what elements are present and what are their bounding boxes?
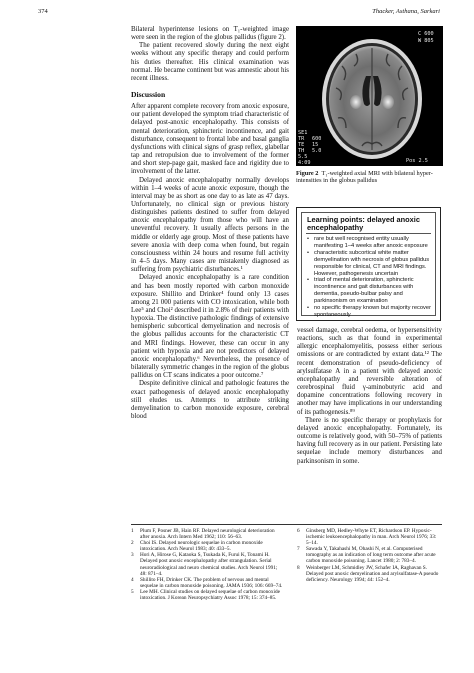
reference-item: 6 Ginsberg MD, Hedley-Whyte ET, Richardson EP. Hypoxic-ischemic leukoencephalopathy in man. Arch Neurol 1976; 33: 5–14. bbox=[297, 528, 437, 547]
learning-point-item: • characteristic subcortical white matter demyelination with necrosis of globus pallidus responsible for clinical, CT and MRI findings. However, pathogenesis uncertain bbox=[307, 249, 430, 277]
figure-caption bbox=[296, 170, 443, 185]
discussion-paragraph-3: Delayed anoxic encephalopathy is a rare condition and has been mostly reported with carbon monoxide exposure. Shillito and Drinker⁴ found only 13 cases among 21 000 patients with CO intoxication, while both Lee⁵ and Choi² described it in 2.8% of their patients with hypoxia. The distinctive pathologic findings of extensive hemispheric subcortical demyelination and necrosis of the globus pallidus accounts for the characteristic CT and MRI findings. However, these can occur in any patient with hypoxia and are not predictors of delayed anoxic encephalopathy.⁶ Nevertheless, the presence of bilaterally symmetric changes in the region of the globus pallidus on CT scans indicates a poor outcome.⁷ bbox=[131, 274, 289, 380]
mri-overlay-th: TH bbox=[298, 148, 305, 154]
mri-overlay-te: TE bbox=[298, 142, 305, 148]
mri-overlay-th-value: 5.0 bbox=[312, 148, 322, 154]
reference-item: 8 Weinberger LM, Schmidley JW, Schafer IA, Raghavan S. Delayed post anoxic demyelination and arylsulfatase-A pseudo deficiency. Neurology 1994; 44: 152–4. bbox=[297, 564, 439, 583]
mri-overlay-w: W 805 bbox=[418, 38, 434, 44]
reference-item: 1 Plum F, Posner JB, Hain RF. Delayed neurological deterioration after anoxia. Arch Intern Med 1962; 110: 56–63. bbox=[131, 528, 275, 541]
learning-points-divider bbox=[306, 233, 431, 234]
discussion-paragraph-1: After apparent complete recovery from anoxic exposure, our patient developed the symptom triad characteristic of delayed post-anoxic encephalopathy. This consists of mental deterioration, sphincteric incontinence, and gait disturbance, consequent to frontal lobe and basal ganglia dysfunctions with clinical signs of grasp reflex, glabellar tap and retropulsion due to involvement of the former and short step-page gait, masked face and rigidity due to involvement of the latter. bbox=[131, 103, 289, 176]
mri-figure bbox=[296, 26, 443, 166]
right-globus-pallidus-lesion bbox=[382, 95, 394, 109]
mri-overlay-tr: TR bbox=[298, 136, 305, 142]
mri-overlay-se: SE1 bbox=[298, 130, 308, 136]
references-left bbox=[131, 528, 284, 601]
intro-paragraph-1: Bilateral hyperintense lesions on T₁-weighted image were seen in the region of the globus pallidus (figure 2). bbox=[131, 26, 289, 42]
bullet-icon: • bbox=[307, 249, 309, 256]
figure-caption-text: T₁-weighted axial MRI with bilateral hyper-intensities in the globus pallidus bbox=[296, 170, 433, 185]
figure-caption-label: Figure 2 bbox=[296, 170, 319, 177]
reference-item: 3 Hori A, Hirose G, Kataoka S, Tsukada K, Furui K, Tonami H. Delayed post anoxic encephalopathy after strangulation. Serial neuroradiological and neuro chemical studies. Arch Neurol 1991; 48: 871–4. bbox=[131, 552, 278, 577]
mri-overlay-te-value: 15 bbox=[312, 142, 319, 148]
left-globus-pallidus-lesion bbox=[350, 95, 362, 109]
left-column bbox=[131, 26, 289, 421]
learning-point-item: • triad of mental deterioration, sphincteric incontinence and gait disturbances with dementia, pseudo-bulbar palsy and parkinsonism on examination bbox=[307, 277, 414, 305]
learning-points-list bbox=[307, 236, 435, 319]
right-paragraph-1: vessel damage, cerebral oedema, or hypersensitivity reactions, such as that found in experimental allergic encephalomyelitis, possess either serious omissions or are contradicted by extant data.¹² The recent demonstration of pseudo-deficiency of arylsulfatase A in a patient with delayed anoxic encephalopathy and reversible alteration of cerebrospinal fluid γ-aminobutyric acid and dopamine concentrations following recovery in another may have implications in our understanding of its pathogenesis.⁸⁹ bbox=[297, 327, 442, 416]
references-divider bbox=[131, 524, 442, 525]
mri-overlay-tr-value: 600 bbox=[312, 136, 322, 142]
bullet-icon: • bbox=[307, 305, 309, 312]
learning-point-item: • rare but well recognised entity usually manifesting 1–4 weeks after anoxic exposure bbox=[307, 236, 428, 249]
reference-item: 5 Lee MH. Clinical studies on delayed sequelae of carbon monoxide intoxication. J Korean Neuropsychiatry Assoc 1978; 15: 374–85. bbox=[131, 588, 280, 602]
page-number: 374 bbox=[38, 8, 48, 15]
bullet-icon: • bbox=[307, 277, 309, 284]
discussion-heading: Discussion bbox=[131, 90, 166, 100]
right-column bbox=[297, 327, 442, 466]
learning-points-box bbox=[296, 207, 441, 321]
right-paragraph-2: There is no specific therapy or prophylaxis for delayed anoxic encephalopathy. Fortunately, its outcome is relatively good, with 50–75% of patients having full recovery as in our patient. Persisting late sequelae include memory disturbances and parkinsonism in some. bbox=[297, 416, 442, 465]
mri-brain-image bbox=[296, 26, 443, 166]
reference-item: 7 Sawada Y, Takahashi M, Ohashi N, et al. Computerised tomography as an indication of long term outcome after acute carbon monoxide poisoning. Lancet 1980; 2: 783–4. bbox=[297, 546, 436, 565]
intro-paragraph-2: The patient recovered slowly during the next eight weeks without any specific therapy and could perform his duties thereafter. His clinical examination was normal. He became continent but was amnestic about his recent illness. bbox=[131, 42, 289, 82]
learning-points-title: Learning points: delayed anoxic encephalopathy bbox=[307, 215, 420, 232]
learning-point-item: • no specific therapy known but majority recover spontaneously bbox=[307, 305, 431, 318]
mri-overlay-pos: Pos 2.5 bbox=[406, 158, 428, 164]
mri-overlay-slice: 5.5 bbox=[298, 154, 308, 160]
discussion-paragraph-2: Delayed anoxic encephalopathy normally develops within 1–4 weeks of acute anoxic exposure, though the interval may be as short as one day to as late as 47 days. Unfortunately, no clinical sign or previous history distinguishes patients destined to suffer from delayed anoxic encephalopathy from those who will have an uneventful recovery. It usually affects persons in the middle or elderly age group. Most of these patients have severe anoxia with deep coma when found, but regain consciousness within 24 hours and resume full activity in 4–5 days. Many cases are mistakenly diagnosed as suffering from psychiatric disturbances.¹ bbox=[131, 176, 289, 274]
mri-overlay-time: 4:09 bbox=[298, 160, 311, 166]
reference-item: 4 Shillito FH, Drinker CK. The problem of nervous and mental sequelae in carbon monoxide poisoning. JAMA 1936; 106: 669–74. bbox=[131, 576, 283, 589]
running-head: Thacker, Asthana, Sarkari bbox=[372, 8, 440, 15]
discussion-paragraph-4: Despite definitive clinical and pathologic features the exact pathogenesis of delayed anoxic encephalopathy still eludes us. Attempts to attribute striking demyelination to carbon monoxide exposure, cerebral blood bbox=[131, 380, 289, 421]
references-right bbox=[297, 528, 442, 583]
bullet-icon: • bbox=[307, 236, 309, 242]
reference-item: 2 Choi IS. Delayed neurologic sequelae in carbon monoxide intoxication. Arch Neurol 1983; 40: 433–5. bbox=[131, 540, 263, 553]
mri-overlay-c: C 600 bbox=[418, 31, 434, 37]
learning-points-inner bbox=[301, 212, 436, 316]
